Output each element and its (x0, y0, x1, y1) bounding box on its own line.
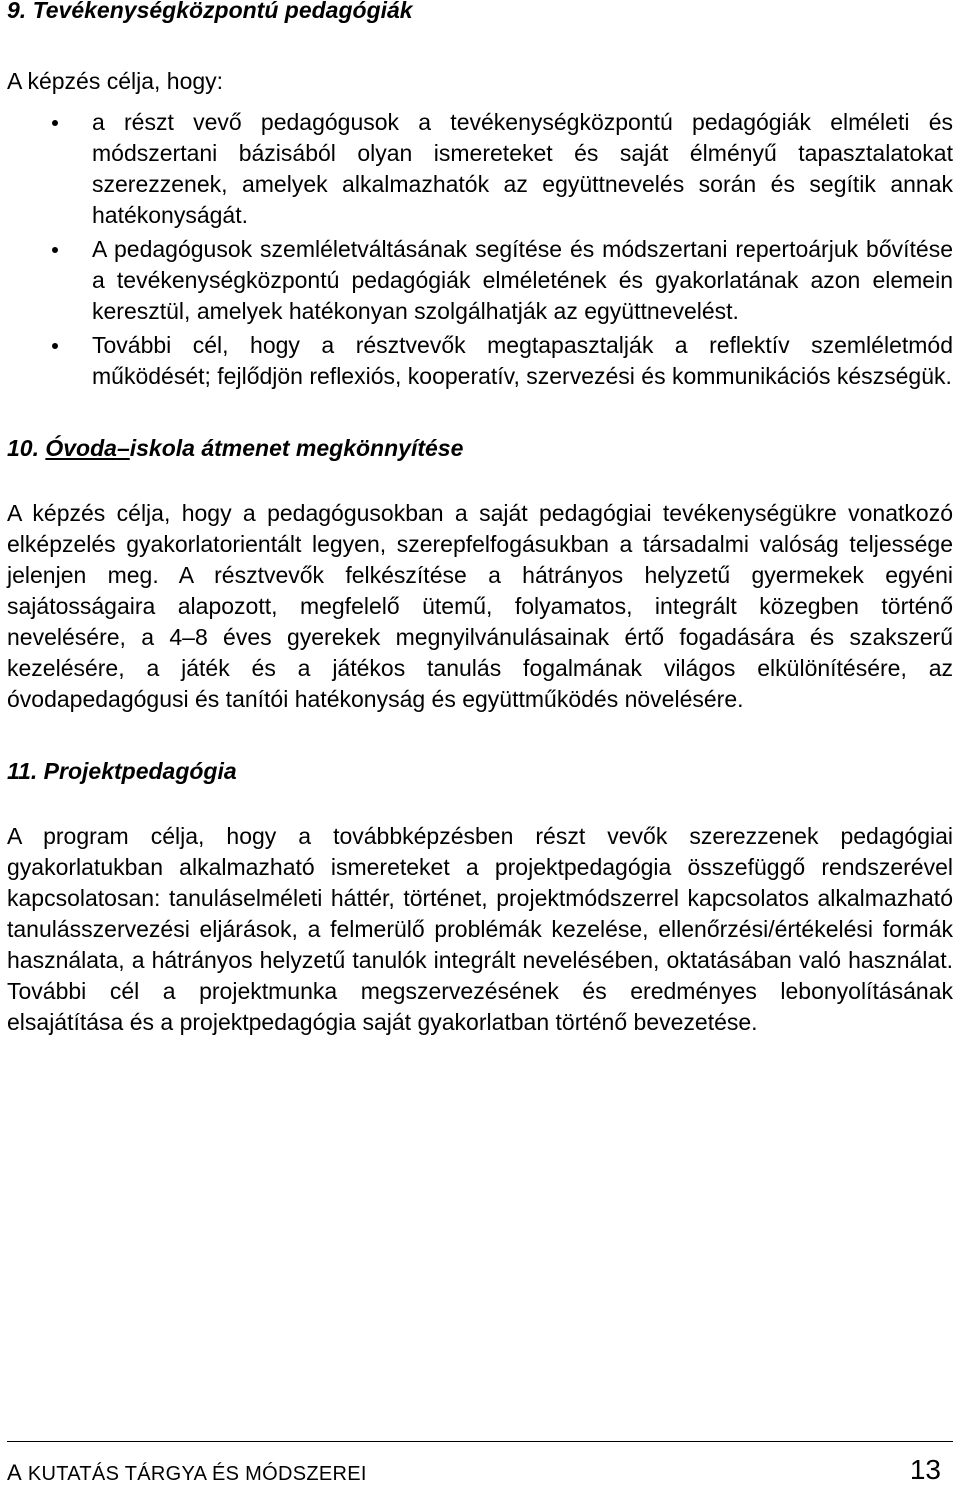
section-10-paragraph: A képzés célja, hogy a pedagógusokban a saját pedagógiai tevékenységükre vonatkozó elképzelés gyakorlatorientált legyen, szerepfelfogásukban a társadalmi valóság teljessége jelenjen meg. A résztvevők felkészítése a hátrányos helyzetű gyermekek egyéni sajátosságaira alapozott, megfelelő ütemű, folyamatos, integrált közegben történő nevelésére, a 4–8 éves gyerekek megnyilvánulásainak értő fogadására és szakszerű kezelésére, a játék és a játékos tanulás fogalmának világos elkülönítésére, az óvodapedagógusi és tanítói hatékonyság és együttműködés növelésére. (7, 500, 953, 712)
bullet-text: A pedagógusok szemléletváltásának segítése és módszertani repertoárjuk bővítése a tevékenységközpontú pedagógiák elméletének és gyakorlatának azon elemein keresztül, amelyek hatékonyan szolgálhatják az együttnevelést. (92, 236, 953, 324)
bullet-icon (52, 120, 58, 126)
bullet-text: a részt vevő pedagógusok a tevékenységközpontú pedagógiák elméleti és módszertani bázisából olyan ismereteket és saját élményű tapasztalatokat szerezzenek, amelyek alkalmazhatók az együttnevelés során és segítik annak hatékonyságát. (92, 109, 953, 228)
section-9-bullet-list (7, 107, 953, 392)
section-10-number: 10. (7, 435, 39, 461)
document-page (7, 0, 953, 1038)
section-11-paragraph: A program célja, hogy a továbbképzésben részt vevők szerezzenek pedagógiai gyakorlatukban alkalmazható ismereteket a projektpedagógia összefüggő rendszerével kapcsolatosan: tanuláselméleti háttér, történet, projektmódszerrel kapcsolatos alkalmazható tanulásszervezési eljárások, a felmerülő problémák kezelése, ellenőrzési/értékelési formák használata, a hátrányos helyzetű tanulók integrált nevelésében, oktatásában való használat. További cél a projektmunka megszervezésének és eredményes lebonyolításának elsajátítása és a projektpedagógia saját gyakorlatban történő bevezetése. (7, 823, 953, 1035)
section-10-heading (7, 432, 953, 464)
section-11-number: 11. (7, 758, 38, 784)
section-10-heading-part-a: Óvoda (45, 435, 117, 461)
page-number: 13 (909, 1454, 941, 1485)
bullet-icon (52, 343, 58, 349)
section-11-title: Projektpedagógia (43, 758, 237, 784)
footer-title-initial: A (7, 1460, 22, 1485)
section-9-intro: A képzés célja, hogy: (7, 68, 224, 94)
list-item (7, 330, 953, 392)
list-item (7, 107, 953, 231)
section-10-heading-dash: – (116, 435, 130, 461)
section-10-heading-part-b: iskola átmenet megkönnyítése (129, 435, 464, 461)
footer-title-rest: KUTATÁS TÁRGYA ÉS MÓDSZEREI (21, 1463, 367, 1485)
bullet-text: További cél, hogy a résztvevők megtapasztalják a reflektív szemléletmód működését; fejlődjön reflexiós, kooperatív, szervezési és kommunikációs készségük. (92, 332, 953, 389)
section-9-heading: 9. Tevékenységközpontú pedagógiák (7, 0, 413, 23)
section-11-heading (7, 755, 953, 787)
footer-title (7, 1460, 367, 1486)
bullet-icon (52, 247, 58, 253)
page-footer (7, 1441, 953, 1485)
list-item (7, 234, 953, 327)
